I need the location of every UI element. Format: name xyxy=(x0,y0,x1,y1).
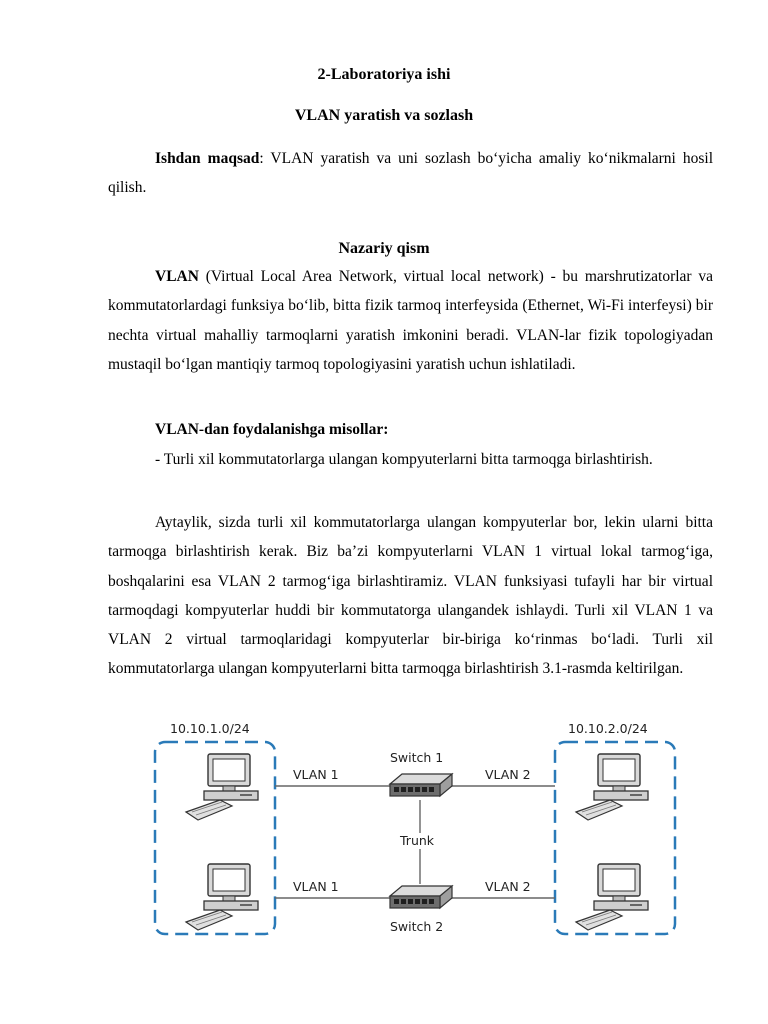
example-paragraph: Aytaylik, sizda turli xil kommutatorlarga ulangan kompyuterlar bor, lekin ularni bitta tarmoqga birlashtirish kerak. Biz ba’zi kompyuterlarni VLAN 1 virtual lokal tarmog‘iga, boshqalarini esa VLAN 2 tarmog‘iga birlashtiramiz. VLAN funksiyasi tufayli har bir virtual tarmoqdagi kompyuterlar huddi bir kommutatorga ulangandek ishlaydi. Turli xil VLAN 1 va VLAN 2 virtual tarmoqlaridagi kompyuterlar bir-biriga ko‘rinmas bo‘ladi. Turli xil kommutatorlarga ulangan kompyuterlarni bitta tarmoqga birlashtirish 3.1-rasmda keltirilgan. xyxy=(108,514,713,678)
computer-icon xyxy=(576,754,648,820)
vlan-definition-paragraph xyxy=(108,262,713,379)
left-subnet-label: 10.10.1.0/24 xyxy=(170,721,250,736)
theory-heading: Nazariy qism xyxy=(338,240,430,257)
label-bottom-right: VLAN 2 xyxy=(485,879,531,894)
vlan-network-diagram xyxy=(150,716,680,941)
switch-1-label: Switch 1 xyxy=(390,750,444,765)
goal-label: Ishdan maqsad xyxy=(155,150,260,167)
examples-heading: VLAN-dan foydalanishga misollar: xyxy=(155,421,389,438)
lab-subtitle: VLAN yaratish va sozlash xyxy=(294,107,474,124)
trunk-label: Trunk xyxy=(400,833,435,848)
switch-2-icon xyxy=(390,886,452,908)
right-subnet-label: 10.10.2.0/24 xyxy=(568,721,648,736)
label-top-right: VLAN 2 xyxy=(485,767,531,782)
switch-1-icon xyxy=(390,774,452,796)
switch-2-label: Switch 2 xyxy=(390,919,444,934)
computer-icon xyxy=(186,864,258,930)
goal-text: : VLAN yaratish va uni sozlash bo‘yicha amaliy ko‘nikmalarni hosil qilish. xyxy=(108,150,713,197)
label-top-left: VLAN 1 xyxy=(293,767,339,782)
example-item: - Turli xil kommutatorlarga ulangan kompyuterlarni bitta tarmoqga birlashtirish. xyxy=(155,451,653,468)
label-bottom-left: VLAN 1 xyxy=(293,879,339,894)
computer-icon xyxy=(186,754,258,820)
vlan-term: VLAN xyxy=(155,268,199,285)
lab-title: 2-Laboratoriya ishi xyxy=(317,66,451,83)
goal-paragraph xyxy=(108,144,713,203)
computer-icon xyxy=(576,864,648,930)
vlan-definition: (Virtual Local Area Network, virtual local network) - bu marshrutizatorlar va kommutatorlardagi funksiya bo‘lib, bitta fizik tarmoq interfeysida (Ethernet, Wi-Fi interfeysi) bir nechta virtual mahalliy tarmoqlarni yaratish imkonini beradi. VLAN-lar fizik topologiyadan mustaqil bo‘lgan mantiqiy tarmoq topologiyasini yaratish uchun ishlatiladi. xyxy=(108,268,713,373)
